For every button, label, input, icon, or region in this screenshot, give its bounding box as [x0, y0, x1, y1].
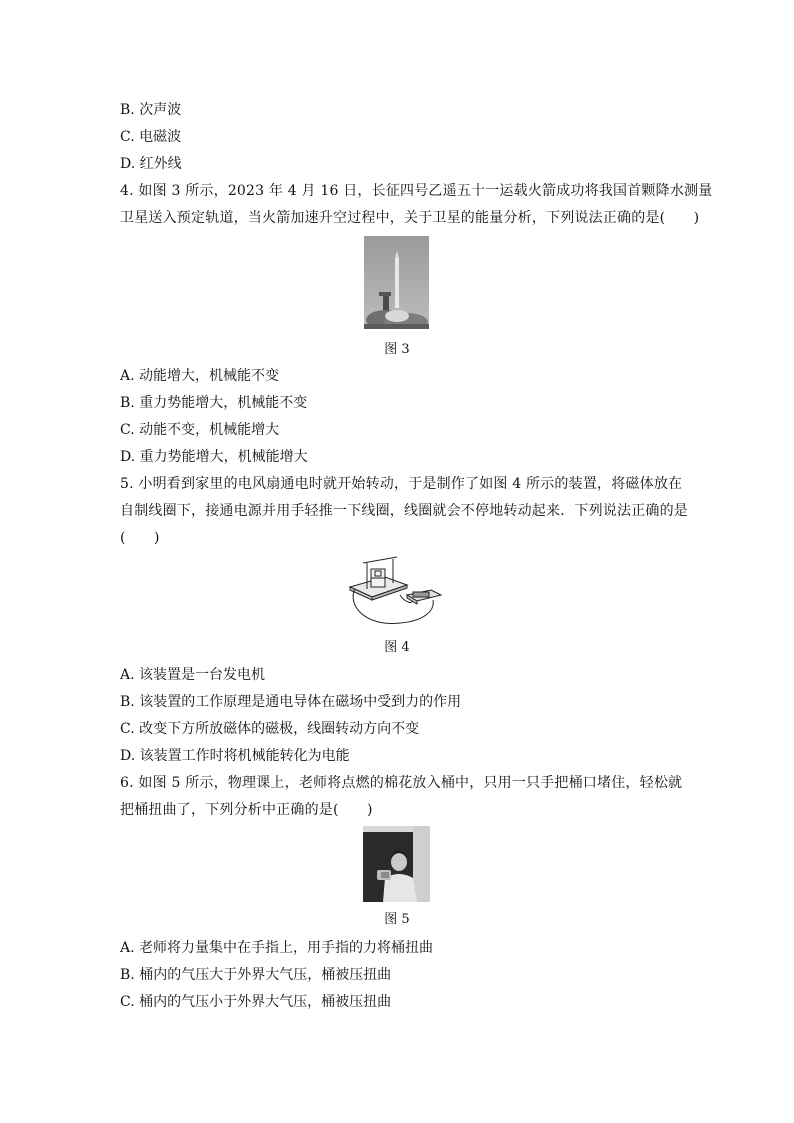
figure-5-caption: 图 5 [384, 912, 410, 927]
q5-option-c: C. 改变下方所放磁体的磁极，线圈转动方向不变 [120, 721, 420, 737]
figure-5-teacher-photo [363, 826, 430, 902]
q5-option-b: B. 该装置的工作原理是通电导体在磁场中受到力的作用 [120, 694, 462, 710]
q4-option-d: D. 重力势能增大，机械能增大 [120, 449, 308, 465]
teacher-demo-image [363, 826, 430, 902]
q4-stem-line2: 卫星送入预定轨道，当火箭加速升空过程中，关于卫星的能量分析，下列说法正确的是( ) [120, 210, 700, 226]
q5-stem-line3: ( ) [120, 530, 160, 546]
q6-option-c: C. 桶内的气压小于外界大气压，桶被压扭曲 [120, 994, 392, 1010]
figure-4-caption: 图 4 [384, 640, 410, 655]
option-b-prev: B. 次声波 [120, 102, 182, 118]
q4-stem-line1: 4. 如图 3 所示，2023 年 4 月 16 日，长征四号乙遥五十一运载火箭成功将我国首颗降水测量 [120, 183, 713, 199]
q5-option-d: D. 该装置工作时将机械能转化为电能 [120, 748, 350, 764]
q6-option-a: A. 老师将力量集中在手指上，用手指的力将桶扭曲 [120, 940, 434, 956]
q5-stem-line1: 5. 小明看到家里的电风扇通电时就开始转动，于是制作了如图 4 所示的装置，将磁体放在 [120, 476, 683, 492]
figure-3-caption: 图 3 [384, 342, 410, 357]
q6-stem-line1: 6. 如图 5 所示，物理课上，老师将点燃的棉花放入桶中，只用一只手把桶口堵住，轻松就 [120, 775, 683, 791]
option-c-prev: C. 电磁波 [120, 129, 182, 145]
figure-3-rocket-photo [364, 236, 429, 329]
q5-stem-line2: 自制线圈下，接通电源并用手轻推一下线圈，线圈就会不停地转动起来．下列说法正确的是 [120, 503, 688, 519]
figure-4-motor-device [345, 555, 445, 633]
q4-option-c: C. 动能不变，机械能增大 [120, 422, 280, 438]
q6-option-b: B. 桶内的气压大于外界大气压，桶被压扭曲 [120, 967, 392, 983]
q4-option-a: A. 动能增大，机械能不变 [120, 368, 280, 384]
option-d-prev: D. 红外线 [120, 156, 182, 172]
rocket-launch-image [364, 236, 429, 329]
q4-option-b: B. 重力势能增大，机械能不变 [120, 395, 308, 411]
motor-diagram [345, 555, 445, 633]
q5-option-a: A. 该装置是一台发电机 [120, 667, 266, 683]
q6-stem-line2: 把桶扭曲了，下列分析中正确的是( ) [120, 802, 373, 818]
